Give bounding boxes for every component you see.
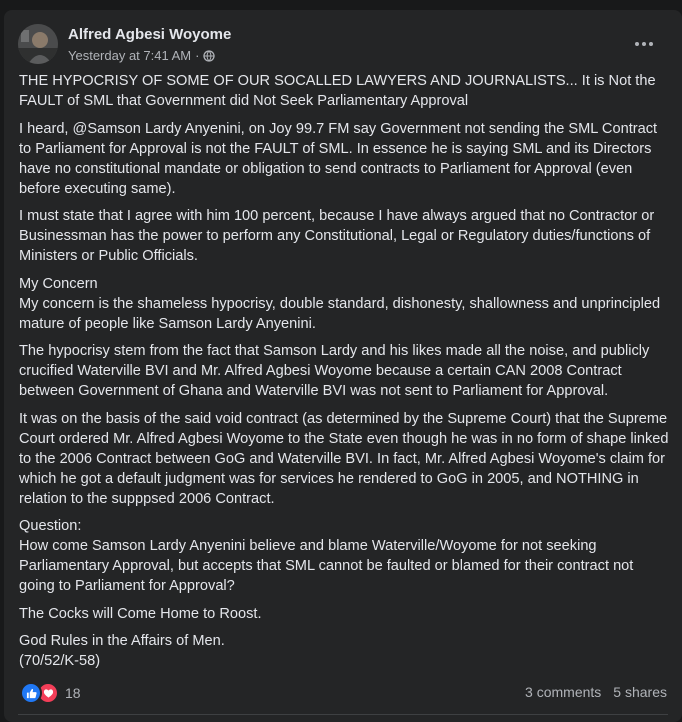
shares-count-link[interactable]: 5 shares [613,684,667,700]
author-avatar[interactable] [18,24,58,64]
more-options-icon[interactable] [626,26,662,62]
footer-divider [18,714,668,715]
post-paragraph: Question: How come Samson Lardy Anyenini believe and blame Waterville/Woyome for not seeking Parliamentary Approval, but accepts that SML cannot be faulted or blamed for their contract not going to Parliament for Approval? [19,518,634,594]
post-paragraph: The Cocks will Come Home to Roost. [19,605,262,622]
post-paragraph: I heard, @Samson Lardy Anyenini, on Joy 99.7 FM say Government not sending the SML Contract to Parliament for Approval is not the FAULT of SML. In essence he is saying SML and its Directors have no constitutional mandate or obligation to send contracts to Parliament for Approval (even before executing same). [19,120,658,197]
post-paragraph: I must state that I agree with him 100 percent, because I have always argued that no Contractor or Businessman has the power to perform any Constitutional, Legal or Regulatory duties/functions of Ministers or Public Officials. [19,208,655,264]
post-card [4,10,682,722]
engagement-stats [525,684,667,700]
meta-separator: · [195,48,200,63]
post-body [19,71,669,679]
like-icon [20,682,42,704]
post-paragraph: It was on the basis of the said void contract (as determined by the Supreme Court) that the Supreme Court ordered Mr. Alfred Agbesi Woyome to the State even though he was in no form of shape linked to the 2006 Contract between GoG and Waterville BVI. In fact, Mr. Alfred Agbesi Woyome's claim for which he got a default judgment was for services he rendered to GoG in 2005, and NOTHING in relation to the supppsed 2006 Contract. [19,410,669,507]
post-paragraph: THE HYPOCRISY OF SOME OF OUR SOCALLED LAWYERS AND JOURNALISTS... It is Not the FAULT of SML that Government did Not Seek Parliamentary Approval [19,73,656,109]
post-paragraph: God Rules in the Affairs of Men. (70/52/K-58) [19,633,225,669]
post-paragraph: My Concern My concern is the shameless hypocrisy, double standard, dishonesty, shallowness and unprincipled mature of people like Samson Lardy Anyenini. [19,275,661,332]
post-paragraph: The hypocrisy stem from the fact that Samson Lardy and his likes made all the noise, and publicly crucified Waterville BVI and Mr. Alfred Agbesi Woyome because a certain CAN 2008 Contract between Government of Ghana and Waterville BVI was not sent to Parliament for Approval. [19,343,650,399]
comments-count-link[interactable]: 3 comments [525,684,602,700]
author-name[interactable]: Alfred Agbesi Woyome [68,26,232,43]
reaction-summary[interactable] [20,682,81,704]
post-header [18,24,668,66]
reaction-count: 18 [65,685,81,701]
post-meta [68,48,215,63]
avatar-photo-icon [18,24,58,64]
post-timestamp[interactable]: Yesterday at 7:41 AM [68,48,192,63]
globe-icon [203,50,215,62]
